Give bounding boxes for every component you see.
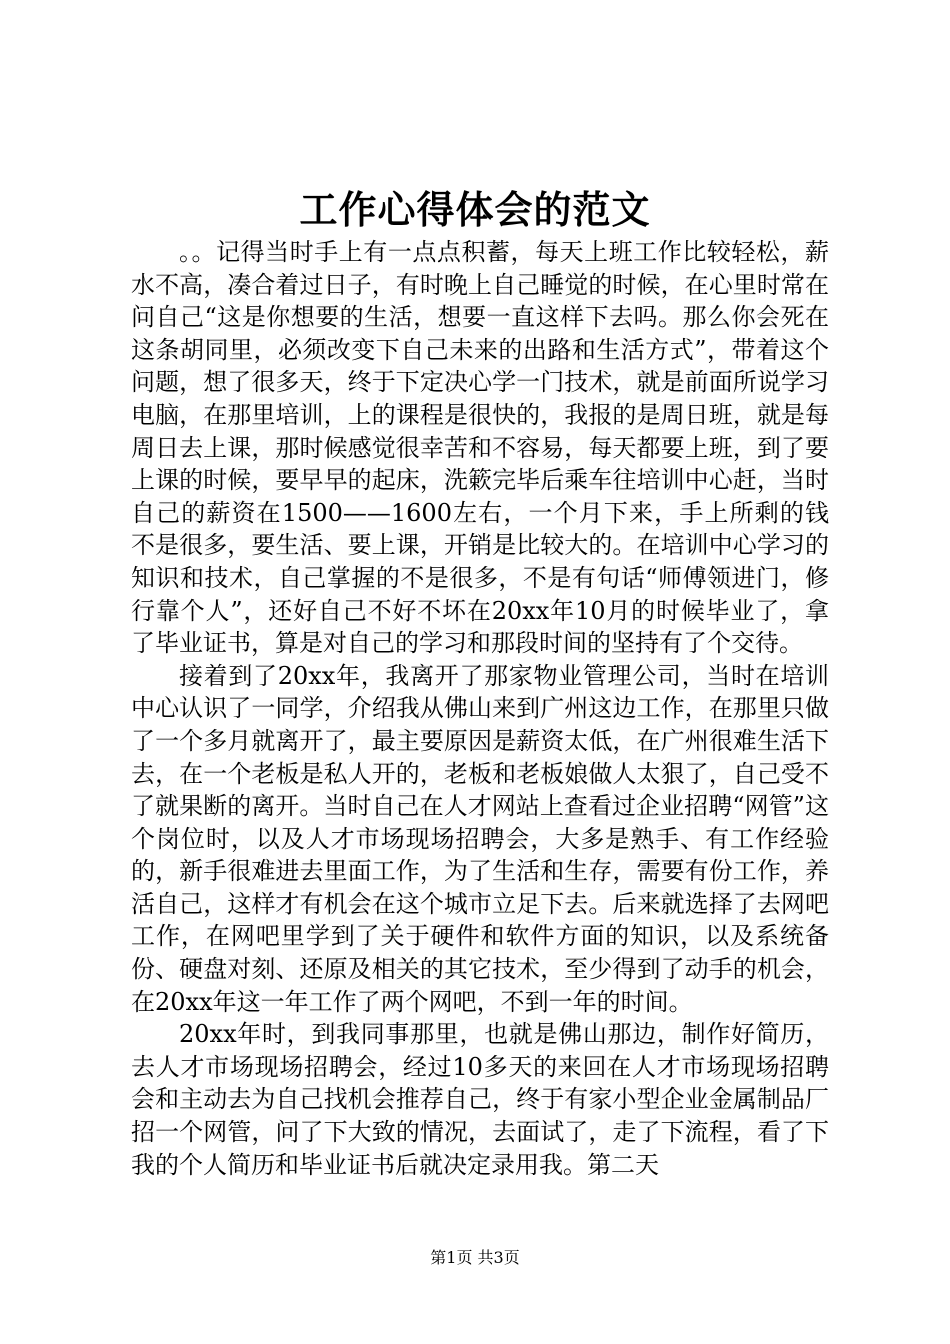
paragraph-3: 20xx年时，到我同事那里，也就是佛山那边，制作好简历，去人才市场现场招聘会，经过10多天的来回在人才市场现场招聘会和主动去为自己找机会推荐自己，终于有家小型企业金属制品厂招一个网管，问了下大致的情况，去面试了，走了下流程，看了下我的个人简历和毕业证书后就决定录用我。第二天 bbox=[131, 1020, 829, 1179]
paragraph-2: 接着到了20xx年，我离开了那家物业管理公司，当时在培训中心认识了一同学，介绍我从佛山来到广州这边工作，在那里只做了一个多月就离开了，最主要原因是薪资太低，在广州很难生活下去，在一个老板是私人开的，老板和老板娘做人太狠了，自己受不了就果断的离开。当时自己在人才网站上查看过企业招聘“网管”这个岗位时，以及人才市场现场招聘会，大多是熟手、有工作经验的，新手很难进去里面工作，为了生活和生存，需要有份工作，养活自己，这样才有机会在这个城市立足下去。后来就选择了去网吧工作，在网吧里学到了关于硬件和软件方面的知识，以及系统备份、硬盘对刻、还原及相关的其它技术，至少得到了动手的机会，在20xx年这一年工作了两个网吧，不到一年的时间。 bbox=[131, 661, 829, 1016]
document-body bbox=[131, 236, 829, 1181]
page-number-footer: 第1页 共3页 bbox=[430, 1248, 520, 1267]
document-title: 工作心得体会的范文 bbox=[299, 187, 651, 232]
paragraph-1: 。。记得当时手上有一点点积蓄，每天上班工作比较轻松，薪水不高，凑合着过日子，有时晚上自己睡觉的时候，在心里时常在问自己“这是你想要的生活，想要一直这样下去吗。那么你会死在这条胡同里，必须改变下自己未来的出路和生活方式”，带着这个问题，想了很多天，终于下定决心学一门技术，就是前面所说学习电脑，在那里培训，上的课程是很快的，我报的是周日班，就是每周日去上课，那时候感觉很幸苦和不容易，每天都要上班，到了要上课的时候，要早早的起床，洗簌完毕后乘车往培训中心赶，当时自己的薪资在1500——1600左右，一个月下来，手上所剩的钱不是很多，要生活、要上课，开销是比较大的。在培训中心学习的知识和技术，自己掌握的不是很多，不是有句话“师傅领进门，修行靠个人”，还好自己不好不坏在20xx年10月的时候毕业了，拿了毕业证书，算是对自己的学习和那段时间的坚持有了个交待。 bbox=[131, 238, 829, 658]
